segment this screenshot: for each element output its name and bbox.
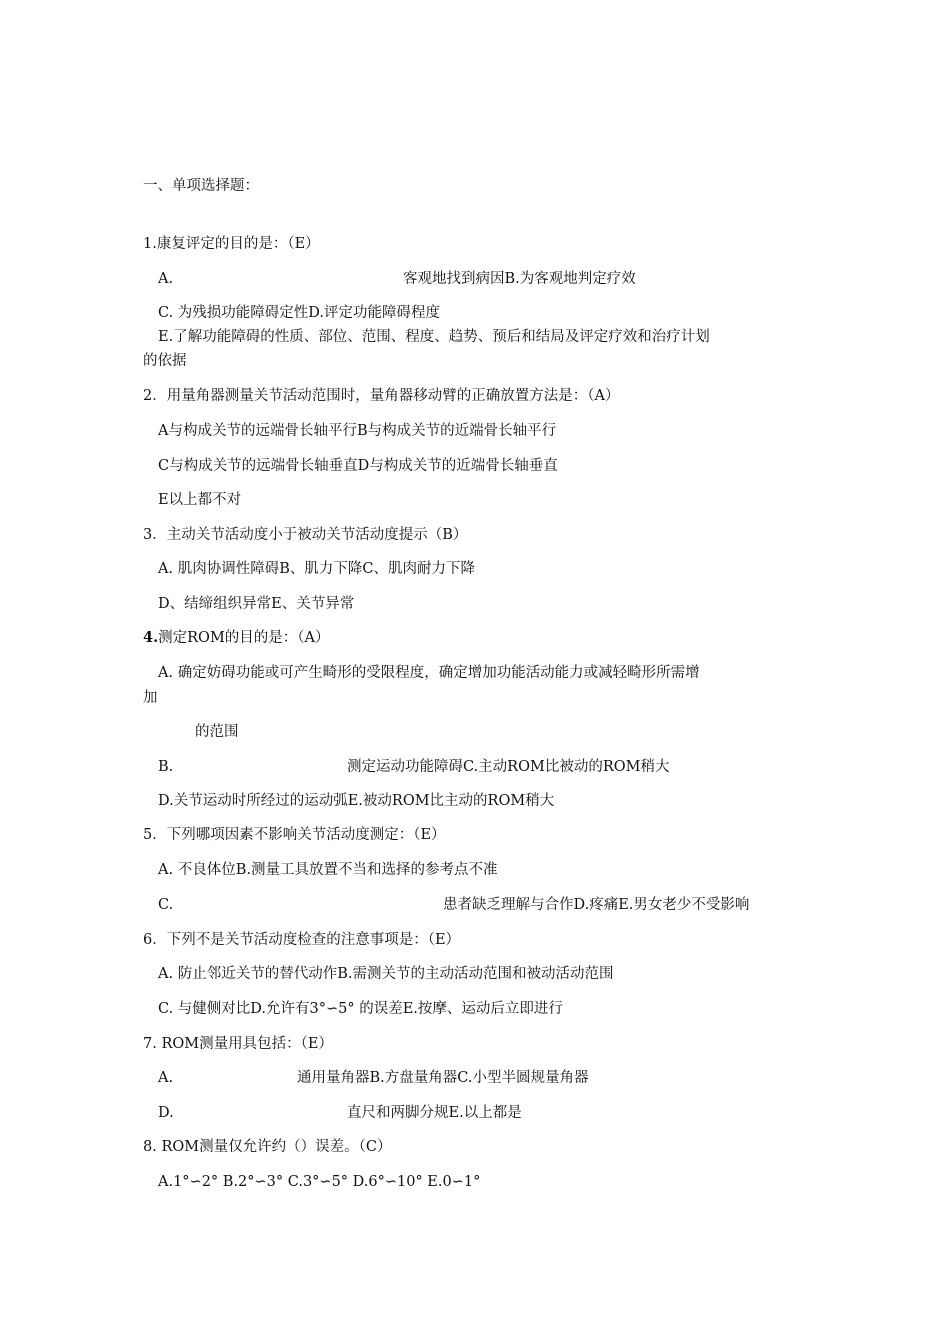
question-2-stem: 2．用量角器测量关节活动范围时，量角器移动臂的正确放置方法是：（A）	[143, 388, 620, 404]
question-4-stem	[143, 628, 330, 648]
question-7-stem: 7. ROM测量用具包括：（E）	[143, 1036, 333, 1052]
question-5-options-line-1: A. 不良体位B.测量工具放置不当和选择的参考点不准	[158, 862, 498, 878]
question-4-options-line-1: A. 确定妨碍功能或可产生畸形的受限程度，确定增加功能活动能力或减轻畸形所需增	[158, 665, 700, 681]
question-7-options-line-2: 直尺和两脚分规E.以上都是	[347, 1105, 522, 1121]
question-1-options-line-1: 客观地找到病因B.为客观地判定疗效	[403, 271, 636, 287]
question-4-options-line-2: 测定运动功能障碍C.主动ROM比被动的ROM稍大	[347, 759, 670, 775]
question-6-stem: 6．下列不是关节活动度检查的注意事项是：（E）	[143, 932, 461, 948]
question-8-stem: 8. ROM测量仅允许约（）误差。（C）	[143, 1139, 392, 1155]
question-8-options-line-1: A.1°∽2° B.2°∽3° C.3°∽5° D.6°∽10° E.0∽1°	[158, 1174, 481, 1190]
question-4-option-b-label: B.	[158, 759, 174, 775]
question-1-options-line-3-wrap: 的依据	[143, 353, 187, 369]
question-5-option-c-label: C.	[158, 897, 174, 913]
question-7-option-d-label: D.	[158, 1105, 174, 1121]
question-1-stem: 1.康复评定的目的是：（E）	[143, 236, 320, 252]
question-2-options-line-1: A与构成关节的远端骨长轴平行B与构成关节的近端骨长轴平行	[158, 423, 557, 439]
section-title: 一、单项选择题：	[143, 178, 259, 194]
question-2-options-line-3: E以上都不对	[158, 492, 242, 508]
question-3-options-line-2: D、结缔组织异常E、关节异常	[158, 596, 355, 612]
question-7-option-a-label: A.	[158, 1070, 174, 1086]
question-1-option-a-label: A.	[158, 271, 174, 287]
question-3-stem: 3．主动关节活动度小于被动关节活动度提示（B）	[143, 527, 468, 543]
question-6-options-line-1: A. 防止邻近关节的替代动作B.需测关节的主动活动范围和被动活动范围	[158, 966, 614, 982]
question-4-options-line-3: D.关节运动时所经过的运动弧E.被动ROM比主动的ROM稍大	[158, 793, 555, 809]
question-2-options-line-2: C与构成关节的远端骨长轴垂直D与构成关节的近端骨长轴垂直	[158, 458, 558, 474]
question-4-options-line-1-cont: 的范围	[195, 724, 239, 740]
question-6-options-line-2: C. 与健侧对比D.允许有3°∽5° 的误差E.按摩、运动后立即进行	[158, 1001, 563, 1017]
question-4-stem-text: 测定ROM的目的是：（A）	[158, 630, 330, 646]
question-3-options-line-1: A. 肌肉协调性障碍B、肌力下降C、肌肉耐力下降	[158, 561, 475, 577]
question-1-options-line-2: C. 为残损功能障碍定性D.评定功能障碍程度	[158, 305, 441, 321]
question-4-number: 4.	[143, 629, 159, 646]
question-4-options-line-1-wrap: 加	[143, 690, 158, 706]
question-7-options-line-1: 通用量角器B.方盘量角器C.小型半圆规量角器	[297, 1070, 589, 1086]
question-1-options-line-3: E.了解功能障碍的性质、部位、范围、程度、趋势、预后和结局及评定疗效和治疗计划	[158, 329, 710, 345]
question-5-options-line-2: 患者缺乏理解与合作D.疼痛E.男女老少不受影响	[443, 897, 750, 913]
question-5-stem: 5．下列哪项因素不影响关节活动度测定：（E）	[143, 827, 446, 843]
